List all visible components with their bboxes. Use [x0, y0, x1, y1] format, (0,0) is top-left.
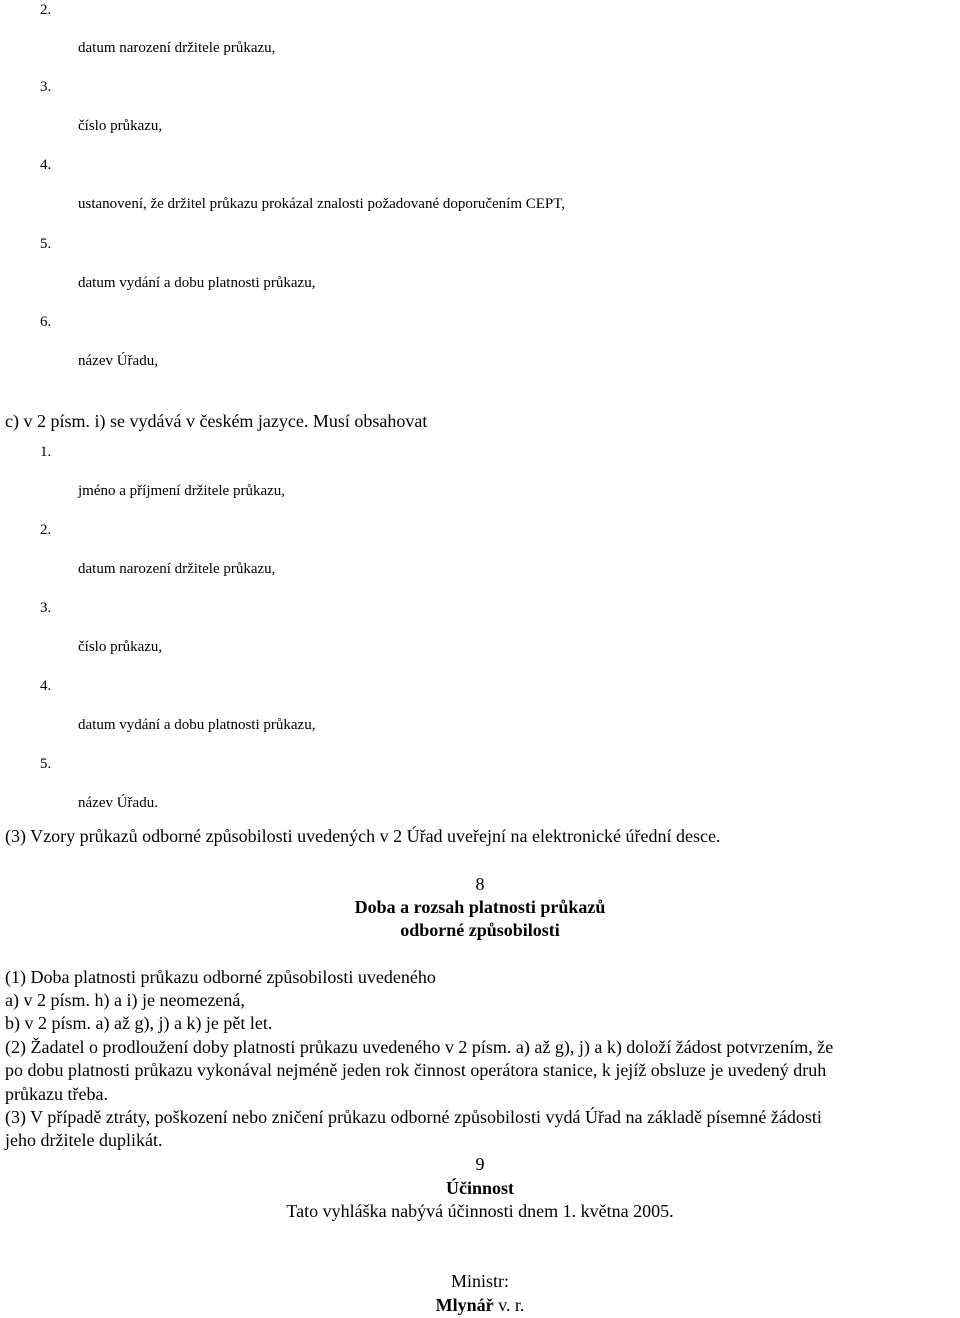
- signature-name: Mlynář: [435, 1295, 494, 1315]
- list-a-number: 2.: [40, 2, 52, 18]
- section-8-title-line2: odborné způsobilosti: [400, 920, 560, 940]
- section-8-paragraph: jeho držitele duplikát.: [5, 1130, 163, 1150]
- section-8-paragraph: a) v 2 písm. h) a i) je neomezená,: [5, 990, 245, 1010]
- list-a-item: datum vydání a dobu platnosti průkazu,: [78, 275, 316, 291]
- section-8-paragraph: (1) Doba platnosti průkazu odborné způsobilosti uvedeného: [5, 967, 436, 987]
- list-c-item: název Úřadu.: [78, 795, 158, 811]
- list-c-item: jméno a příjmení držitele průkazu,: [78, 483, 286, 499]
- list-c-item: datum vydání a dobu platnosti průkazu,: [78, 717, 316, 733]
- section-9-text: Tato vyhláška nabývá účinnosti dnem 1. května 2005.: [286, 1201, 674, 1221]
- section-8-paragraph: po dobu platnosti průkazu vykonával nejméně jeden rok činnost operátora stanice, k jejíž obsluze je uvedený druh: [5, 1060, 827, 1080]
- signature-line: [0, 1296, 960, 1314]
- list-a-number: 6.: [40, 314, 52, 330]
- list-a-item: číslo průkazu,: [78, 118, 163, 134]
- signature-role: Ministr:: [450, 1271, 509, 1291]
- list-a-item: ustanovení, že držitel průkazu prokázal znalosti požadované doporučením CEPT,: [78, 196, 566, 212]
- paragraph-3-vzory: (3) Vzory průkazů odborné způsobilosti uvedených v 2 Úřad uveřejní na elektronické úřední desce.: [5, 826, 721, 846]
- section-9-title: Účinnost: [445, 1178, 514, 1198]
- list-a-item: datum narození držitele průkazu,: [78, 40, 276, 56]
- list-a-number: 5.: [40, 236, 52, 252]
- section-8-paragraph: b) v 2 písm. a) až g), j) a k) je pět let.: [5, 1013, 273, 1033]
- list-c-item: číslo průkazu,: [78, 639, 163, 655]
- list-c-item: datum narození držitele průkazu,: [78, 561, 276, 577]
- list-c-number: 4.: [40, 678, 52, 694]
- list-a-item: název Úřadu,: [78, 353, 158, 369]
- section-8-number: 8: [475, 874, 485, 894]
- section-8-title-line1: Doba a rozsah platnosti průkazů: [354, 897, 606, 917]
- list-c-number: 2.: [40, 522, 52, 538]
- section-9-number: 9: [475, 1154, 485, 1174]
- list-a-number: 3.: [40, 79, 52, 95]
- section-8-paragraph: (2) Žadatel o prodloužení doby platnosti průkazu uvedeného v 2 písm. a) až g), j) a k) doloží žádost potvrzením, že: [5, 1037, 834, 1057]
- list-c-number: 3.: [40, 600, 52, 616]
- list-a-number: 4.: [40, 157, 52, 173]
- section-8-paragraph: průkazu třeba.: [5, 1084, 108, 1104]
- paragraph-c: c) v 2 písm. i) se vydává v českém jazyce. Musí obsahovat: [5, 411, 428, 431]
- section-8-paragraph: (3) V případě ztráty, poškození nebo zničení průkazu odborné způsobilosti vydá Úřad na základě písemné žádosti: [5, 1107, 822, 1127]
- signature-suffix: v. r.: [493, 1295, 525, 1315]
- list-c-number: 5.: [40, 756, 52, 772]
- list-c-number: 1.: [40, 444, 52, 460]
